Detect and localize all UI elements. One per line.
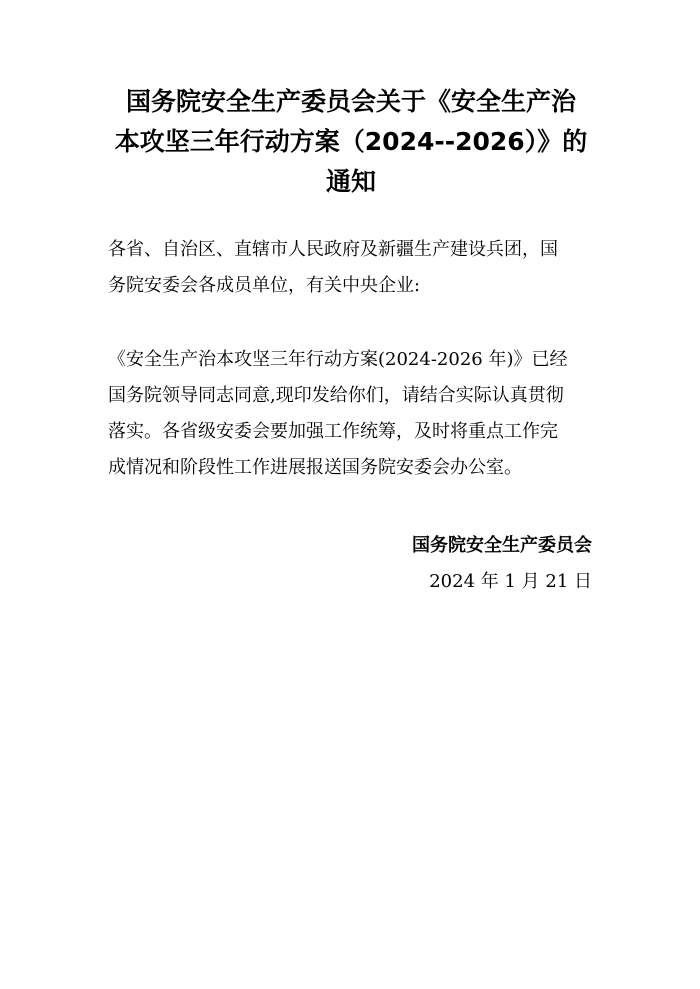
document-title: [92, 82, 610, 202]
body-line-2: 国务院领导同志同意,现印发给你们，请结合实际认真贯彻: [108, 385, 564, 406]
body-paragraph: [108, 342, 594, 486]
salutation-paragraph: [108, 232, 594, 304]
title-line-2: 本攻坚三年行动方案（2024--2026）》的: [114, 127, 588, 156]
signature-block: [412, 528, 592, 600]
body-line-1: 《安全生产治本攻坚三年行动方案(2024-2026 年)》已经: [108, 349, 568, 370]
title-line-3: 通知: [325, 167, 376, 196]
salutation-line-1: 各省、自治区、直辖市人民政府及新疆生产建设兵团，国: [108, 239, 558, 260]
body-line-3: 落实。各省级安委会要加强工作统筹，及时将重点工作完: [108, 421, 558, 442]
issuer-name: 国务院安全生产委员会: [412, 535, 592, 556]
issue-date: 2024 年 1 月 21 日: [429, 571, 592, 592]
salutation-line-2: 务院安委会各成员单位，有关中央企业:: [108, 275, 421, 296]
title-line-1: 国务院安全生产委员会关于《安全生产治: [125, 87, 576, 116]
body-line-4: 成情况和阶段性工作进展报送国务院安委会办公室。: [108, 457, 522, 478]
